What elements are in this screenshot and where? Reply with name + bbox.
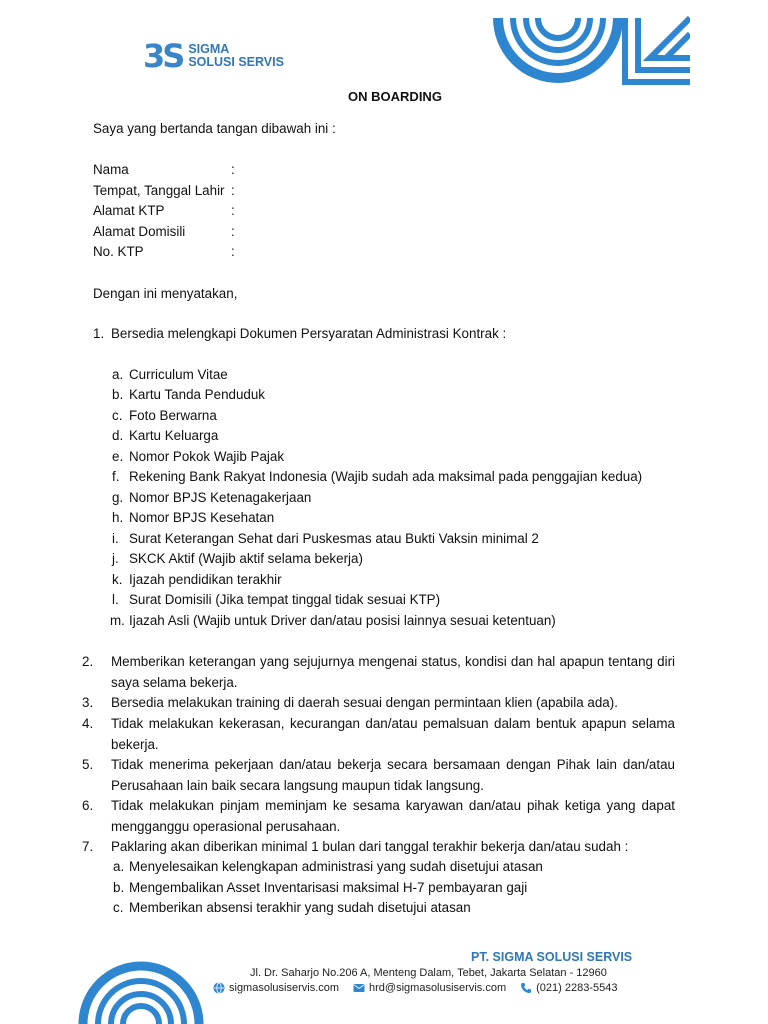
sub-item-text: Ijazah Asli (Wajib untuk Driver dan/atau posisi lainnya sesuai ketentuan) (129, 613, 556, 628)
sub-item-text: Nomor BPJS Kesehatan (129, 510, 275, 525)
footer-company-name: PT. SIGMA SOLUSI SERVIS (471, 950, 633, 964)
footer-website[interactable] (213, 982, 339, 994)
list-item-text: Bersedia melakukan training di daerah sesuai dengan permintaan klien (apabila ada). (111, 695, 618, 710)
sub-item-text: Curriculum Vitae (129, 367, 228, 382)
sub-letter: j. (112, 551, 119, 566)
company-logo (143, 37, 284, 75)
sub-letter: h. (112, 510, 124, 525)
field-label-name: Nama (93, 162, 129, 177)
globe-icon (213, 982, 225, 994)
sub-item-text: Nomor Pokok Wajib Pajak (129, 449, 285, 464)
field-colon: : (231, 224, 235, 239)
field-label-ktp-number: No. KTP (93, 244, 144, 259)
sub-item-text: Rekening Bank Rakyat Indonesia (Wajib sudah ada maksimal pada penggajian kedua) (129, 469, 643, 484)
sub-letter: a. (113, 859, 125, 874)
statement-text: Dengan ini menyatakan, (93, 286, 238, 301)
footer-decoration (78, 930, 204, 1024)
list-item-text: Tidak melakukan kekerasan, kecurangan dan/atau pemalsuan dalam bentuk apapun selama bekerja. (111, 716, 675, 752)
sub-item-text: Kartu Tanda Penduduk (129, 387, 265, 402)
field-colon: : (231, 183, 235, 198)
sub-item-text: Ijazah pendidikan terakhir (129, 572, 282, 587)
phone-text: (021) 2283-5543 (536, 982, 618, 994)
logo-mark: 3S (143, 37, 183, 75)
list-item-text: Paklaring akan diberikan minimal 1 bulan dari tanggal terakhir bekerja dan/atau sudah : (111, 839, 629, 854)
list-number: 6. (82, 798, 94, 813)
sub-letter: d. (112, 428, 124, 443)
sub-letter: a. (112, 367, 124, 382)
sub-letter: f. (112, 469, 120, 484)
field-label-birth: Tempat, Tanggal Lahir (93, 183, 225, 198)
list-item-text: Bersedia melengkapi Dokumen Persyaratan Administrasi Kontrak : (111, 326, 507, 341)
sub-item-text: Nomor BPJS Ketenagakerjaan (129, 490, 312, 505)
sub-letter: c. (113, 900, 124, 915)
intro-text: Saya yang bertanda tangan dibawah ini : (93, 121, 336, 136)
sub-item-text: Surat Domisili (Jika tempat tinggal tidak sesuai KTP) (129, 592, 441, 607)
list-number: 2. (82, 654, 94, 669)
mail-icon (353, 982, 365, 994)
sub-item-text: Kartu Keluarga (129, 428, 219, 443)
footer-contacts (213, 982, 631, 994)
sub-item-text: Surat Keterangan Sehat dari Puskesmas atau Bukti Vaksin minimal 2 (129, 531, 539, 546)
sub-letter: e. (112, 449, 124, 464)
field-colon: : (231, 244, 235, 259)
list-number: 3. (82, 695, 94, 710)
field-label-domicile: Alamat Domisili (93, 224, 186, 239)
sub-item-text: SKCK Aktif (Wajib aktif selama bekerja) (129, 551, 363, 566)
document-title: ON BOARDING (348, 89, 442, 104)
header-decoration (490, 0, 690, 95)
sub-letter: k. (112, 572, 123, 587)
footer-address: Jl. Dr. Saharjo No.206 A, Menteng Dalam, Tebet, Jakarta Selatan - 12960 (250, 967, 607, 979)
sub-letter: g. (112, 490, 124, 505)
footer-email[interactable] (353, 982, 506, 994)
logo-line-2: SOLUSI SERVIS (188, 55, 284, 69)
list-number: 1. (93, 326, 105, 341)
phone-icon (520, 982, 532, 994)
footer-phone[interactable] (520, 982, 617, 994)
list-item-text: Tidak menerima pekerjaan dan/atau bekerja secara bersamaan dengan Pihak lain dan/atau Perusahaan lain baik secara langsung maupun tidak langsung. (111, 757, 675, 793)
sub-item-text: Memberikan absensi terakhir yang sudah disetujui atasan (129, 900, 471, 915)
website-text: sigmasolusiservis.com (229, 982, 340, 994)
sub-letter: m. (110, 613, 125, 628)
email-text: hrd@sigmasolusiservis.com (369, 982, 507, 994)
logo-text (188, 43, 284, 69)
list-item-text: Memberikan keterangan yang sejujurnya mengenai status, kondisi dan hal apapun tentang diri saya selama bekerja. (111, 654, 675, 690)
list-number: 7. (82, 839, 94, 854)
sub-letter: i. (112, 531, 119, 546)
sub-item-text: Menyelesaikan kelengkapan administrasi yang sudah disetujui atasan (129, 859, 543, 874)
sub-item-text: Foto Berwarna (129, 408, 217, 423)
field-label-ktp-address: Alamat KTP (93, 203, 165, 218)
field-colon: : (231, 203, 235, 218)
list-item-text: Tidak melakukan pinjam meminjam ke sesama karyawan dan/atau pihak ketiga yang dapat mengganggu operasional perusahaan. (111, 798, 675, 834)
logo-line-1: SIGMA (188, 42, 230, 56)
sub-letter: c. (112, 408, 123, 423)
sub-item-text: Mengembalikan Asset Inventarisasi maksimal H-7 pembayaran gaji (129, 880, 528, 895)
sub-letter: b. (113, 880, 125, 895)
list-number: 4. (82, 716, 94, 731)
field-colon: : (231, 162, 235, 177)
sub-letter: b. (112, 387, 124, 402)
sub-letter: l. (112, 592, 119, 607)
list-number: 5. (82, 757, 94, 772)
